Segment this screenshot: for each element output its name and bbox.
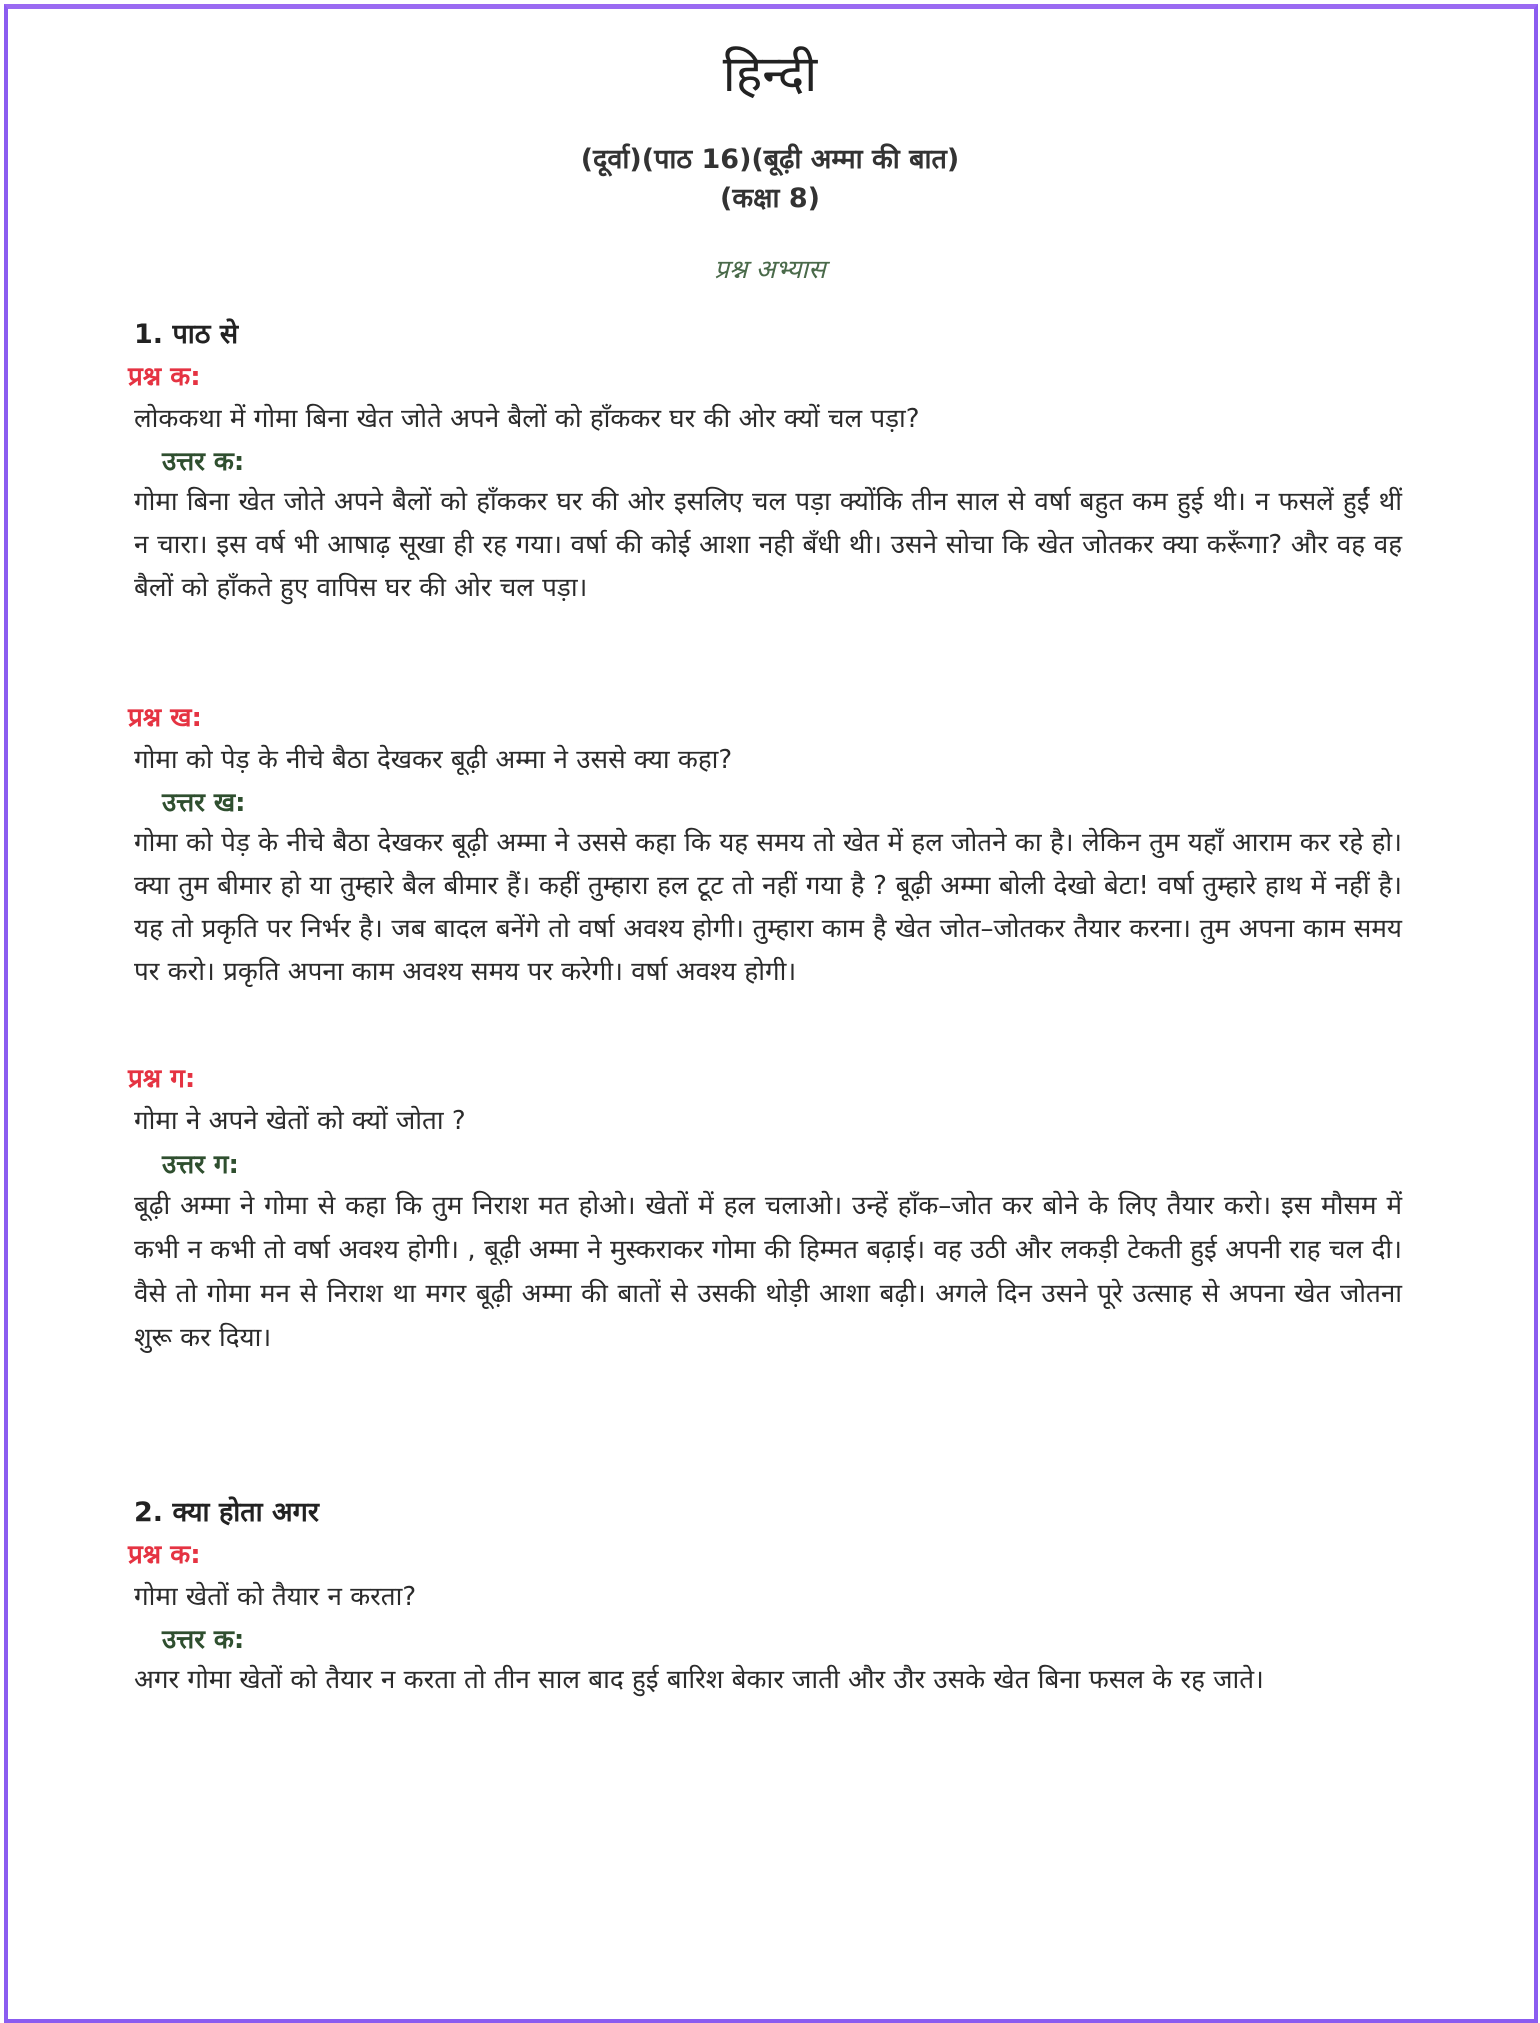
answer-text: गोमा को पेड़ के नीचे बैठा देखकर बूढ़ी अम्मा ने उससे कहा कि यह समय तो खेत में हल जोतने का है। लेकिन तुम यहाँ आराम कर रहे हो। क्या तुम बीमार हो या तुम्हारे बैल बीमार हैं। कहीं तुम्हारा हल टूट तो नहीं गया है ? बूढ़ी अम्मा बोली देखो बेटा! वर्षा तुम्हारे हाथ में नहीं है। यह तो प्रकृति पर निर्भर है। जब बादल बनेंगे तो वर्षा अवश्य होगी। तुम्हारा काम है खेत जोत–जोतकर तैयार करना। तुम अपना काम समय पर करो। प्रकृति अपना काम अवश्य समय पर करेगी। वर्षा अवश्य होगी। [134,828,1402,987]
answer-label: उत्तर ख: [162,788,246,818]
answer-text: बूढ़ी अम्मा ने गोमा से कहा कि तुम निराश मत होओ। खेतों में हल चलाओ। उन्हें हाँक–जोत कर बोने के लिए तैयार करो। इस मौसम में कभी न कभी तो वर्षा अवश्य होगी। , बूढ़ी अम्मा ने मुस्कराकर गोमा की हिम्मत बढ़ाई। वह उठी और लकड़ी टेकती हुई अपनी राह चल दी। वैसे तो गोमा मन से निराश था मगर बूढ़ी अम्मा की बातों से उसकी थोड़ी आशा बढ़ी। अगले दिन उसने पूरे उत्साह से अपना खेत जोतना शुरू कर दिया। [134,1191,1402,1353]
question-text: गोमा ने अपने खेतों को क्यों जोता ? [134,1106,466,1136]
question-label: प्रश्न ग: [128,1064,196,1094]
section-heading: 2. क्या होता अगर [134,1497,319,1528]
section-heading: 1. पाठ से [134,319,239,350]
answer-text: गोमा बिना खेत जोते अपने बैलों को हाँककर घर की ओर इसलिए चल पड़ा क्योंकि तीन साल से वर्षा बहुत कम हुई थी। न फसलें हुईं थीं न चारा। इस वर्ष भी आषाढ़ सूखा ही रह गया। वर्षा की कोई आशा नही बँधी थी। उसने सोचा कि खेत जोतकर क्या करूँगा? और वह वह बैलों को हाँकते हुए वापिस घर की ओर चल पड़ा। [134,487,1402,603]
question-text: गोमा खेतों को तैयार न करता? [134,1582,417,1612]
answer-label: उत्तर क: [162,1625,245,1655]
chapter-info: (दूर्वा)(पाठ 16)(बूढ़ी अम्मा की बात) [580,144,960,175]
class-label: (कक्षा 8) [720,183,820,214]
question-label: प्रश्न ख: [128,703,202,733]
question-text: लोककथा में गोमा बिना खेत जोते अपने बैलों को हाँककर घर की ओर क्यों चल पड़ा? [134,404,920,434]
answer-label: उत्तर क: [162,447,245,477]
chapter-subtitle [0,140,1540,218]
answer-text: अगर गोमा खेतों को तैयार न करता तो तीन साल बाद हुई बारिश बेकार जाती और उौर उसके खेत बिना फसल के रह जाते। [134,1665,1264,1695]
page-border [4,4,1538,2023]
question-label: प्रश्न क: [128,1540,201,1570]
page-title: हिन्दी [722,45,818,103]
question-text: गोमा को पेड़ के नीचे बैठा देखकर बूढ़ी अम्मा ने उससे क्या कहा? [134,745,733,775]
question-label: प्रश्न क: [128,362,201,392]
answer-label: उत्तर ग: [162,1150,239,1180]
practice-heading: प्रश्न अभ्यास [714,255,826,285]
